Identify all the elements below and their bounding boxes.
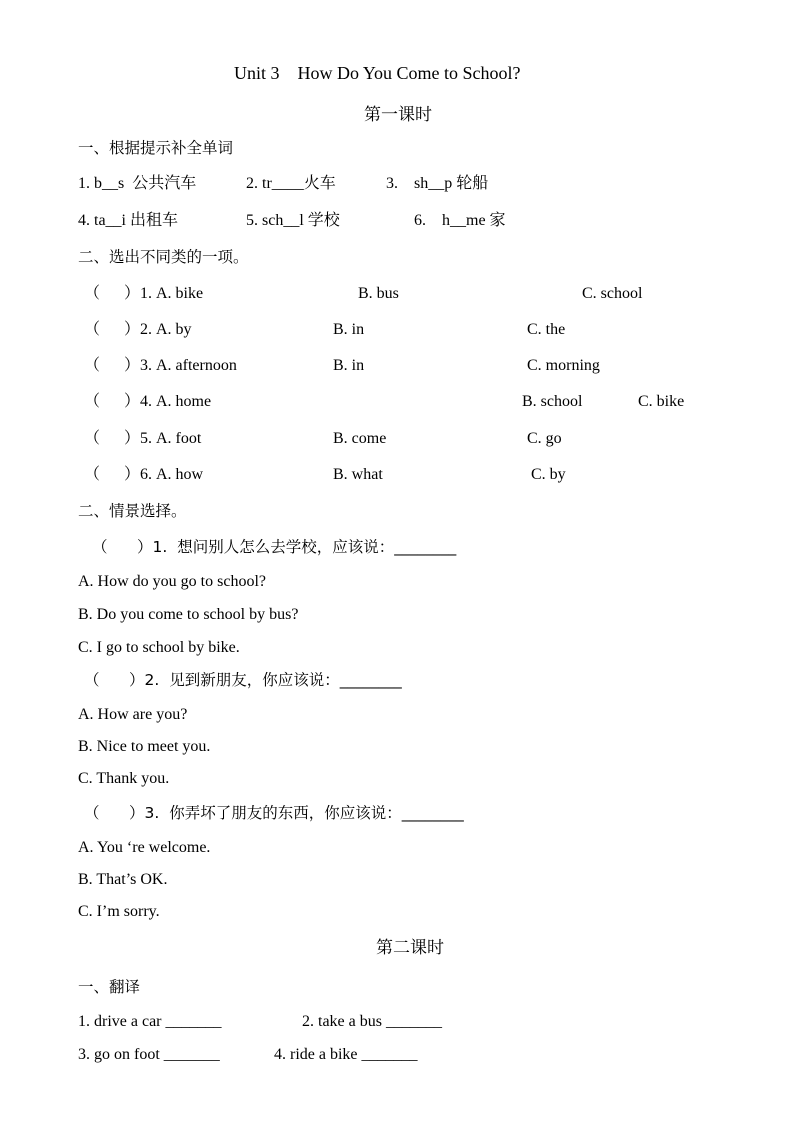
- word-item-2: 2. tr____火车: [246, 175, 336, 192]
- part3-heading: 二、情景选择。: [78, 502, 187, 520]
- odd-one-q2-c: C. the: [527, 321, 566, 338]
- situation-q2-option-c: C. Thank you.: [78, 770, 170, 787]
- odd-one-q1-c: C. school: [582, 285, 643, 302]
- translate-item-2: 2. take a bus _______: [302, 1013, 442, 1030]
- situation-q1-option-b: B. Do you come to school by bus?: [78, 606, 299, 623]
- odd-one-q2-b: B. in: [333, 321, 365, 338]
- odd-one-q3-c: C. morning: [527, 357, 600, 374]
- odd-one-q5-c: C. go: [527, 430, 562, 447]
- odd-one-q6-b: B. what: [333, 466, 383, 483]
- situation-q2: （ ）2. 见到新朋友，你应该说：________: [84, 671, 402, 689]
- situation-q3-option-c: C. I’m sorry.: [78, 903, 160, 920]
- situation-q3-option-b: B. That’s OK.: [78, 871, 168, 888]
- word-item-1: 1. b__s 公共汽车: [78, 175, 197, 192]
- odd-one-q3: （ ）3. A. afternoon: [84, 357, 237, 374]
- word-item-4: 4. ta__i 出租车: [78, 212, 178, 229]
- lesson1-heading: 第一课时: [364, 105, 432, 125]
- odd-one-q5: （ ）5. A. foot: [84, 430, 202, 447]
- translate-item-3: 3. go on foot _______: [78, 1046, 220, 1063]
- translate-item-4: 4. ride a bike _______: [274, 1046, 418, 1063]
- situation-q1: （ ）1. 想问别人怎么去学校，应该说：________: [92, 538, 457, 556]
- part1-heading: 一、根据提示补全单词: [78, 139, 234, 157]
- word-item-5: 5. sch__l 学校: [246, 212, 340, 229]
- situation-q3-option-a: A. You ‘re welcome.: [78, 839, 211, 856]
- situation-q2-option-b: B. Nice to meet you.: [78, 738, 211, 755]
- situation-q3: （ ）3. 你弄坏了朋友的东西，你应该说：________: [84, 804, 464, 822]
- odd-one-q5-b: B. come: [333, 430, 387, 447]
- situation-q2-option-a: A. How are you?: [78, 706, 188, 723]
- odd-one-q4: （ ）4. A. home: [84, 393, 212, 410]
- odd-one-q6-c: C. by: [531, 466, 566, 483]
- odd-one-q1-b: B. bus: [358, 285, 399, 302]
- part2-heading: 二、选出不同类的一项。: [78, 248, 249, 266]
- page-title: Unit 3 How Do You Come to School?: [234, 63, 521, 83]
- situation-q1-option-c: C. I go to school by bike.: [78, 639, 240, 656]
- odd-one-q2: （ ）2. A. by: [84, 321, 192, 338]
- translate-heading: 一、翻译: [78, 978, 141, 996]
- odd-one-q4-c: C. bike: [638, 393, 685, 410]
- odd-one-q4-b: B. school: [522, 393, 583, 410]
- odd-one-q1: （ ）1. A. bike: [84, 285, 204, 302]
- word-item-3: 3. sh__p 轮船: [386, 175, 489, 192]
- odd-one-q6: （ ）6. A. how: [84, 466, 204, 483]
- lesson2-heading: 第二课时: [376, 938, 444, 958]
- odd-one-q3-b: B. in: [333, 357, 365, 374]
- translate-item-1: 1. drive a car _______: [78, 1013, 222, 1030]
- situation-q1-option-a: A. How do you go to school?: [78, 573, 266, 590]
- word-item-6: 6. h__me 家: [414, 212, 506, 229]
